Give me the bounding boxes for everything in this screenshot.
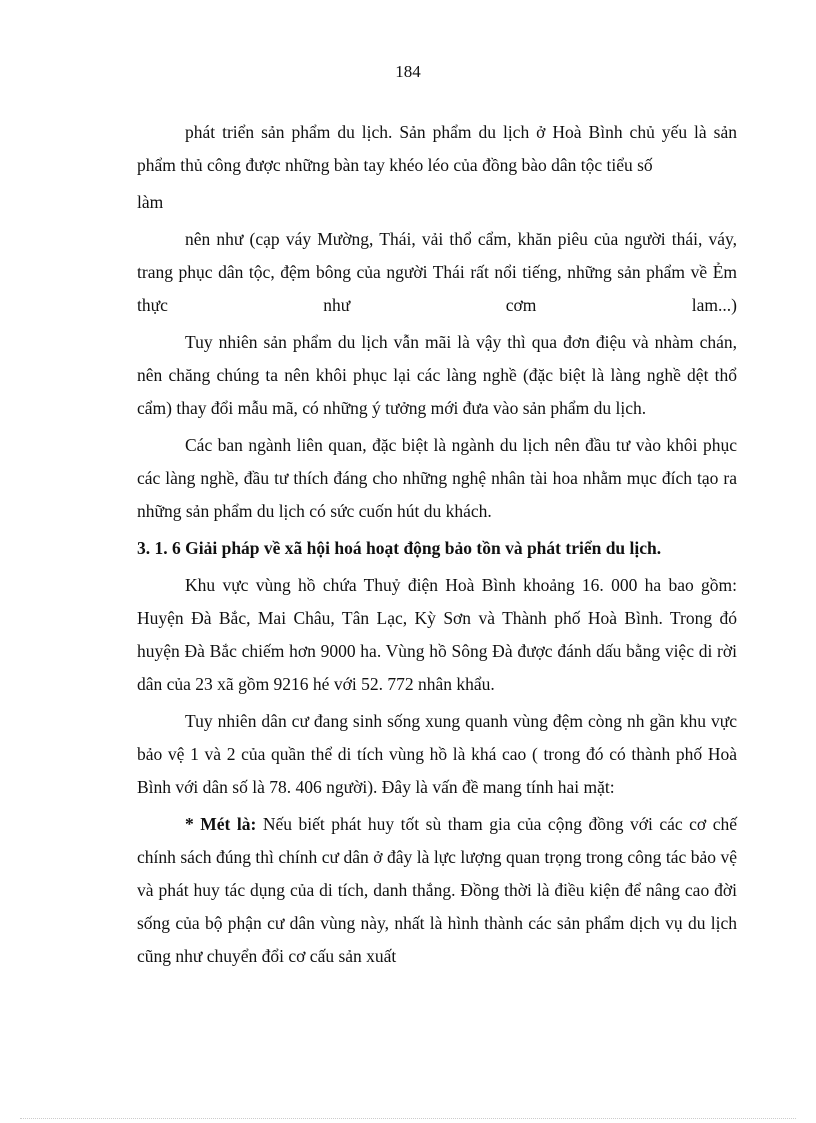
- paragraph-4: Các ban ngành liên quan, đặc biệt là ngành du lịch nên đầu tư vào khôi phục các làng nghề, đầu tư thích đáng cho những nghệ nhân tài hoa nhằm mục đích tạo ra những sản phẩm du lịch có sức cuốn hút du khách.: [137, 435, 737, 521]
- paragraph-7-body: Nếu biết phát huy tốt sù tham gia của cộng đồng với các cơ chế chính sách đúng thì chính cư dân ở đây là lực lượng quan trọng trong công tác bảo vệ và phát huy tác dụng của di tích, danh thắng. Đồng thời là điều kiện để nâng cao đời sống của bộ phận cư dân vùng này, nhất là hình thành các sản phẩm dịch vụ du lịch cũng như chuyển đổi cơ cấu sản xuất: [137, 814, 737, 966]
- page-number: 184: [395, 62, 421, 81]
- paragraph-5: Khu vực vùng hồ chứa Thuỷ điện Hoà Bình khoảng 16. 000 ha bao gồm: Huyện Đà Bắc, Mai Châu, Tân Lạc, Kỳ Sơn và Thành phố Hoà Bình. Trong đó huyện Đà Bắc chiếm hơn 9000 ha. Vùng hồ Sông Đà được đánh dấu bằng việc di rời dân của 23 xã gồm 9216 hé với 52. 772 nhân khẩu.: [137, 575, 737, 694]
- paragraph-2: nên như (cạp váy Mường, Thái, vải thổ cẩm, khăn piêu của người thái, váy, trang phục dân tộc, đệm bông của người Thái rất nổi tiếng, những sản phẩm về Ẻm thực như cơm lam...): [137, 229, 737, 315]
- page-bottom-rule: [20, 1118, 796, 1119]
- paragraph-1-continuation: làm: [137, 192, 164, 212]
- document-body: [137, 116, 737, 977]
- paragraph-1: phát triển sản phẩm du lịch. Sản phẩm du lịch ở Hoà Bình chủ yếu là sản phẩm thủ công được những bàn tay khéo léo của đồng bào dân tộc tiểu số: [137, 122, 737, 175]
- paragraph-7-lead: * Mét là:: [185, 814, 257, 834]
- paragraph-7: [137, 808, 737, 973]
- paragraph-3: Tuy nhiên sản phẩm du lịch vẫn mãi là vậy thì qua đơn điệu và nhàm chán, nên chăng chúng ta nên khôi phục lại các làng nghề (đặc biệt là làng nghề dệt thổ cẩm) thay đổi mẫu mã, có những ý tưởng mới đưa vào sản phẩm du lịch.: [137, 332, 737, 418]
- section-heading: 3. 1. 6 Giải pháp về xã hội hoá hoạt động bảo tồn và phát triển du lịch.: [137, 538, 662, 558]
- paragraph-6: Tuy nhiên dân cư đang sinh sống xung quanh vùng đệm còng nh gần khu vực bảo vệ 1 và 2 của quần thể di tích vùng hồ là khá cao ( trong đó có thành phố Hoà Bình với dân số là 78. 406 người). Đây là vấn đề mang tính hai mặt:: [137, 711, 737, 797]
